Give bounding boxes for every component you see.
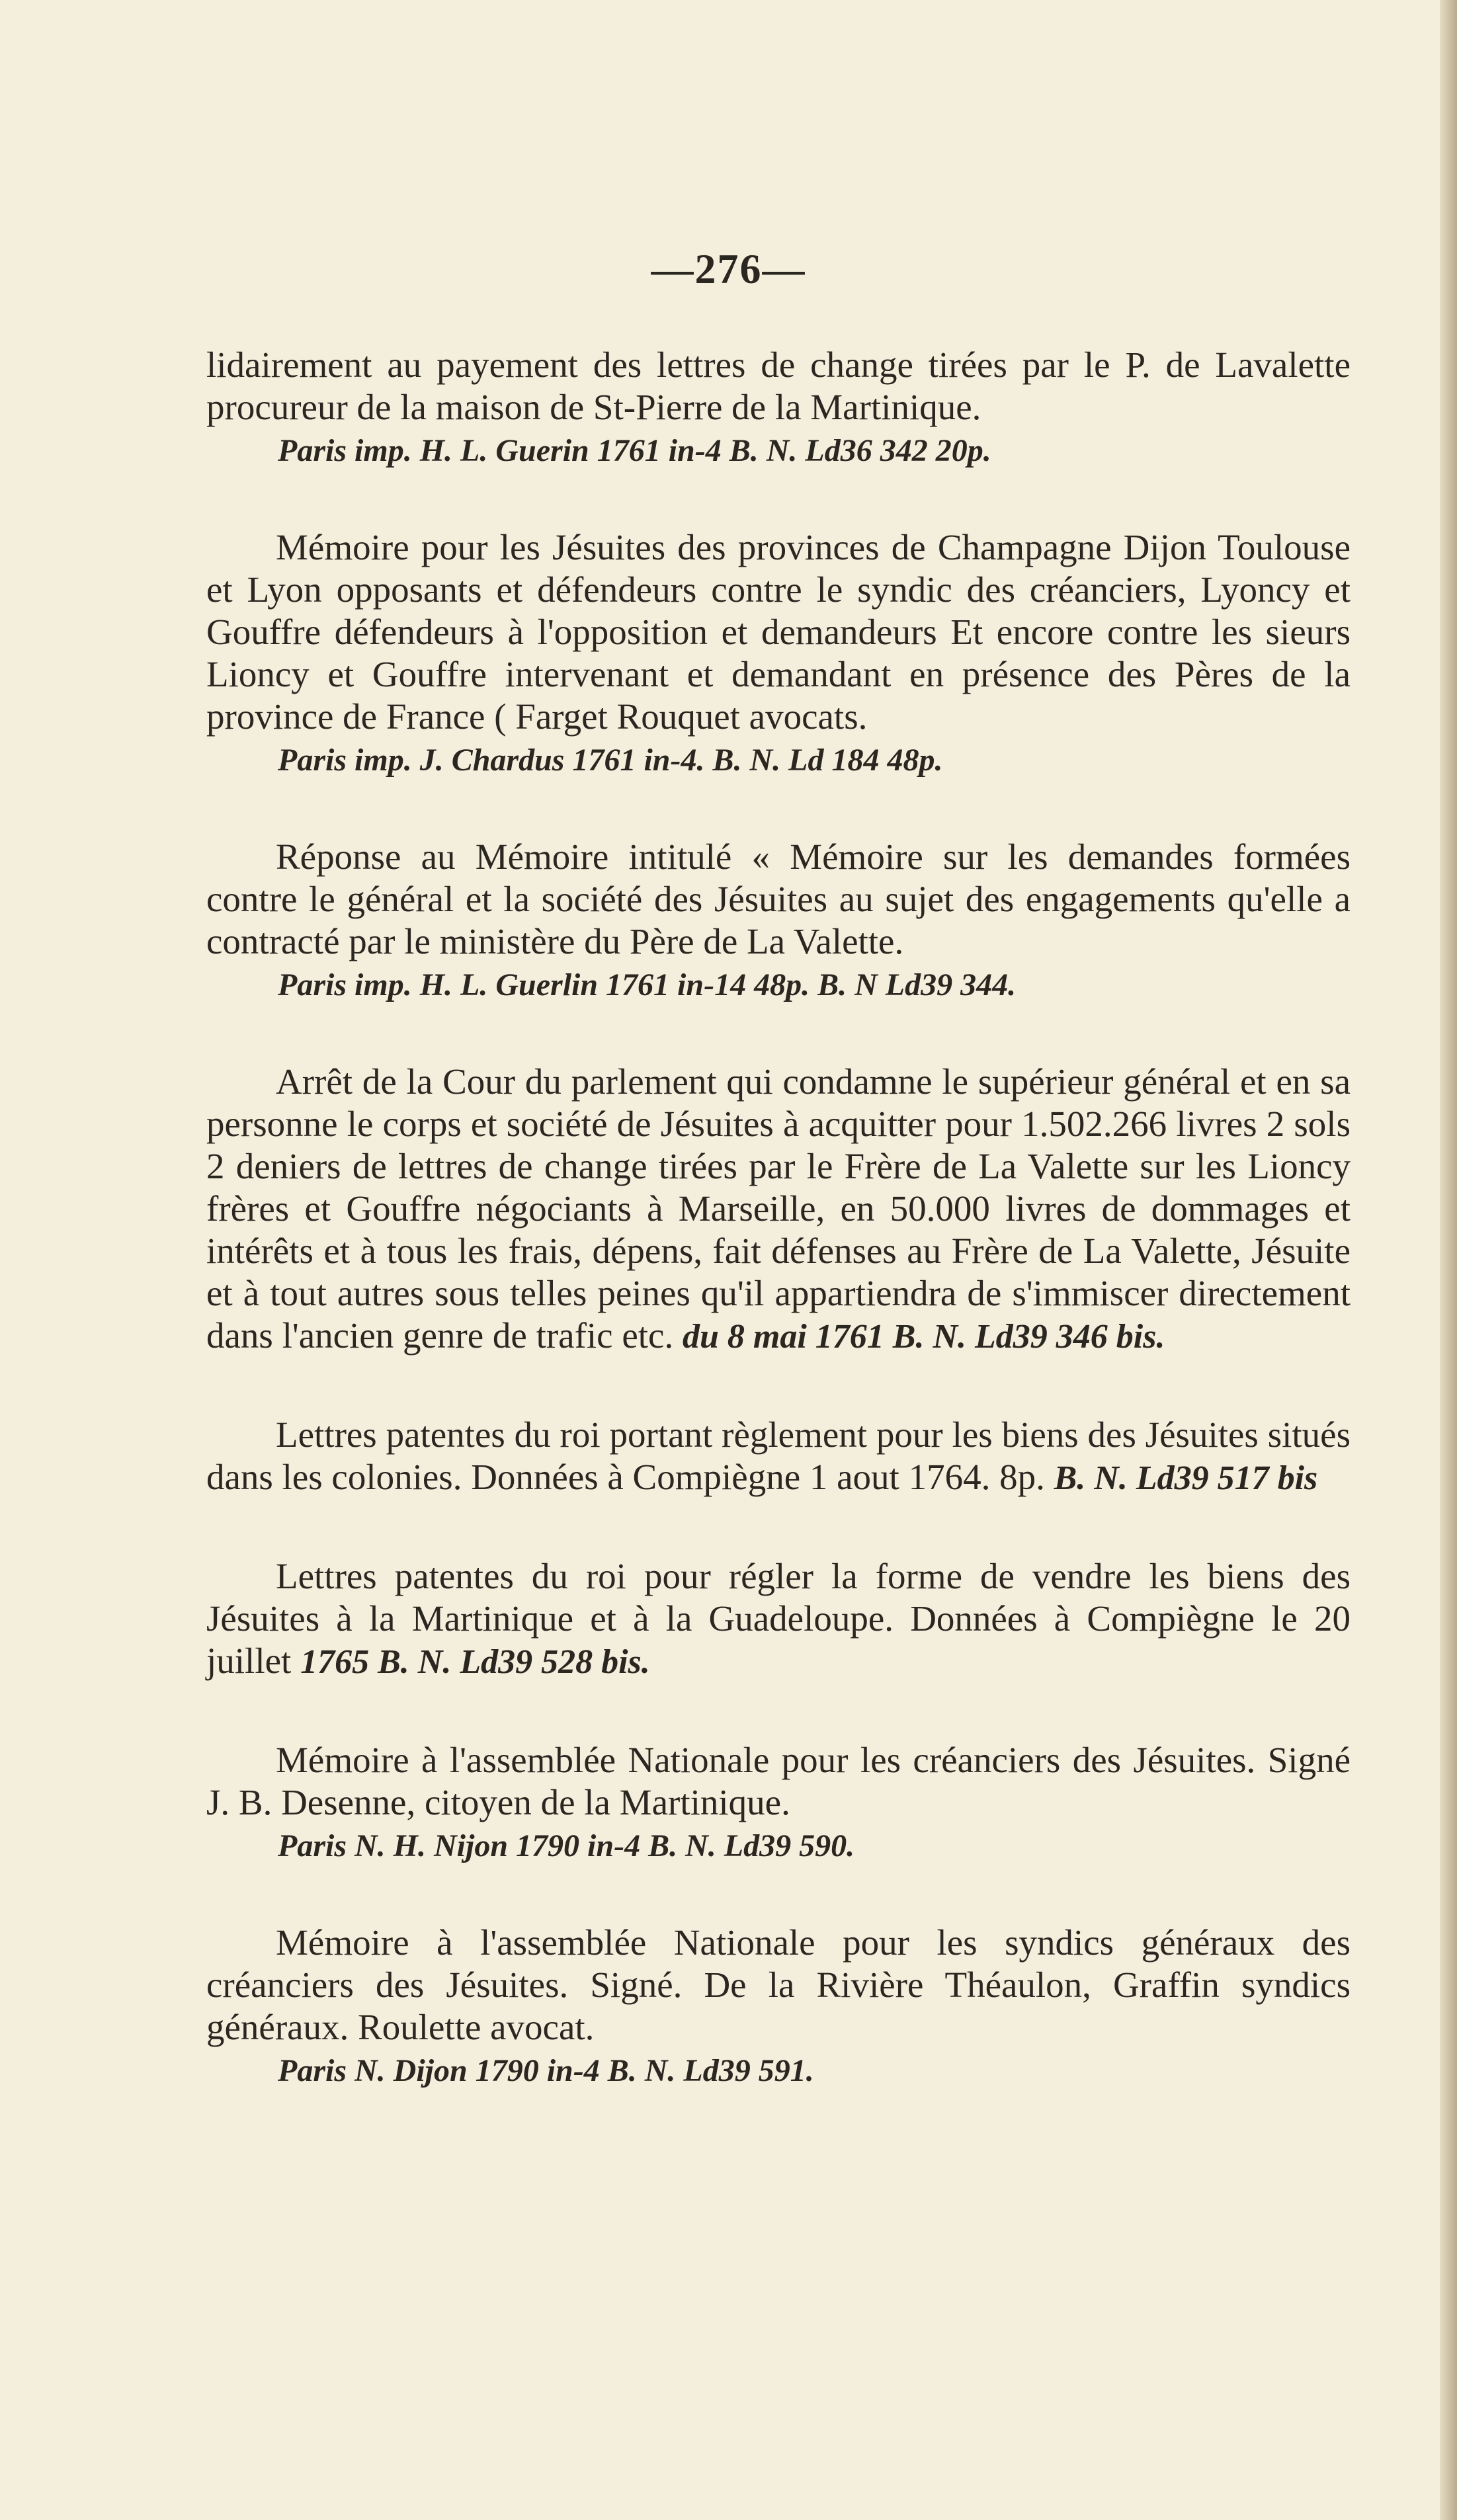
bibliography-entry [206,526,1351,780]
entry-text: lidairement au payement des lettres de change tirées par le P. de Lavalette procureur de la maison de St-Pierre de la Martinique. [206,345,1351,427]
entry-reference: Paris N. Dijon 1790 in-4 B. N. Ld39 591. [278,2053,814,2088]
entry-text-body: Lettres patentes du roi pour régler la forme de vendre les biens des Jésuites à la Martinique et à la Guadeloupe. Données à Compiègne le 20 juillet [206,1556,1351,1681]
bibliography-entry [206,344,1351,471]
entry-text-body: Lettres patentes du roi portant règlement pour les biens des Jésuites situés dans les colonies. Données à Compiègne 1 aout 1764. 8p. [206,1414,1351,1497]
bibliography-entry [206,836,1351,1005]
entry-text: Réponse au Mémoire intitulé « Mémoire sur les demandes formées contre le général et la société des Jésuites au sujet des engagements qu'elle a contracté par le ministère du Père de La Valette. [206,836,1351,961]
page-number: —276— [651,245,806,292]
entry-reference: du 8 mai 1761 B. N. Ld39 346 bis. [682,1318,1165,1356]
entry-text-body: Arrêt de la Cour du parlement qui condamne le supérieur général et en sa personne le corps et société de Jésuites à acquitter pour 1.502.266 livres 2 sols 2 deniers de lettres de change tirées par le Frère de La Valette sur les Lioncy frères et Gouffre négociants à Marseille, en 50.000 livres de dommages et intérêts et à tous les frais, dépens, fait défenses au Frère de La Valette, Jésuite et à tout autres sous telles peines qu'il appartiendra de s'immiscer directement dans l'ancien genre de trafic etc. [206,1061,1351,1356]
bibliography-entry [206,1555,1351,1684]
entry-reference: Paris imp. H. L. Guerlin 1761 in-14 48p. B. N Ld39 344. [278,967,1017,1002]
entry-text: Mémoire à l'assemblée Nationale pour les syndics généraux des créanciers des Jésuites. Signé. De la Rivière Théaulon, Graffin syndics généraux. Roulette avocat. [206,1922,1351,2047]
page-edge [1440,0,1457,2520]
entry-text [206,1414,1351,1500]
bibliography-entries [206,344,1351,2146]
bibliography-entry [206,1922,1351,2091]
entry-text: Mémoire pour les Jésuites des provinces de Champagne Dijon Toulouse et Lyon opposants et défendeurs contre le syndic des créanciers, Lyoncy et Gouffre défendeurs à l'opposition et demandeurs Et encore contre les sieurs Lioncy et Gouffre intervenant et demandant en présence des Pères de la province de France ( Farget Rouquet avocats. [206,527,1351,737]
entry-text [206,1555,1351,1684]
entry-text [206,1061,1351,1358]
entry-reference: Paris imp. J. Chardus 1761 in-4. B. N. Ld 184 48p. [278,743,943,778]
bibliography-entry [206,1414,1351,1500]
bibliography-entry [206,1061,1351,1358]
entry-reference: Paris N. H. Nijon 1790 in-4 B. N. Ld39 590. [278,1828,855,1863]
bibliography-entry [206,1739,1351,1866]
entry-reference: 1765 B. N. Ld39 528 bis. [300,1643,650,1681]
entry-text: Mémoire à l'assemblée Nationale pour les créanciers des Jésuites. Signé J. B. Desenne, citoyen de la Martinique. [206,1740,1351,1822]
entry-reference: B. N. Ld39 517 bis [1054,1459,1318,1497]
entry-reference: Paris imp. H. L. Guerin 1761 in-4 B. N. Ld36 342 20p. [278,433,991,468]
